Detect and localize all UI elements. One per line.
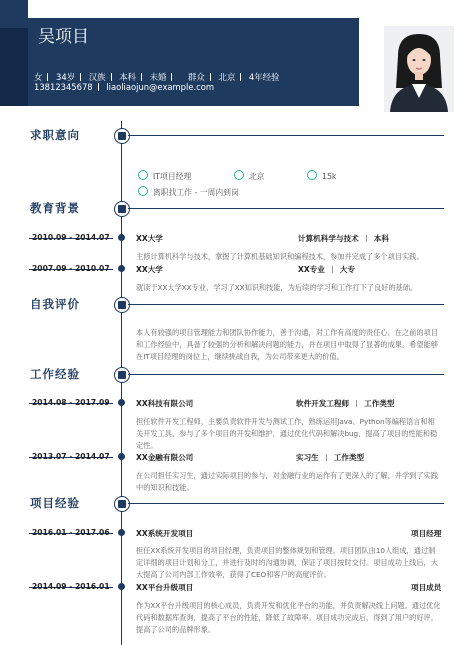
- self-eval-text: 本人有较强的项目管理能力和团队协作能力，善于沟通，对工作有高度的责任心。在之前的项目和工作经验中，具备了较强的分析和解决问题的能力，并在项目中取得了显著的成果。希望能够在IT项目经理的岗位上，继续挑战自我，为公司带来更大的价值。: [136, 328, 438, 361]
- education-level: 本科: [119, 72, 136, 82]
- section-title-education: 教育背景: [30, 201, 80, 215]
- location-icon: [234, 170, 244, 180]
- project-role: 项目成员: [411, 583, 442, 592]
- work-description: 担任软件开发工程师，主要负责软件开发与测试工作，熟练运用Java、Python等编程语言和相关开发工具，参与了多个项目的开发和维护，通过优化代码和解决bug，提高了项目的性能和稳定性。: [136, 417, 438, 450]
- edu-major-degree: XX专业 大专: [298, 265, 356, 274]
- header-fold-top: [0, 0, 28, 28]
- briefcase-icon: [114, 367, 130, 383]
- project-name: XX系统开发项目: [136, 529, 194, 538]
- edu-description: 主修计算机科学与技术，掌握了计算机基础知识和编程技术，参加并完成了多个项目实践。: [136, 252, 424, 261]
- experience-years: 4年经验: [248, 72, 280, 82]
- work-company: XX科技有限公司: [136, 399, 194, 408]
- ethnicity: 汉族: [88, 72, 106, 82]
- folder-icon: [114, 496, 130, 512]
- section-divider: [128, 503, 444, 504]
- intent-salary: 15k: [307, 170, 336, 181]
- work-date: 2014.08 - 2017.09: [32, 398, 110, 407]
- phone: 13812345678: [34, 82, 93, 92]
- edu-major-degree: 计算机科学与技术 本科: [298, 234, 389, 243]
- money-icon: [307, 170, 317, 180]
- email: liaoliaojun@example.com: [106, 82, 215, 92]
- city: 北京: [218, 72, 236, 82]
- edu-date: 2007.09 - 2010.07: [32, 264, 110, 273]
- section-title-job-intent: 求职意向: [30, 128, 80, 142]
- gender: 女: [34, 72, 43, 82]
- timeline-dot: [118, 453, 125, 460]
- timeline-dot: [118, 234, 125, 241]
- work-role-type: 软件开发工程师 工作类型: [296, 399, 395, 408]
- project-role: 项目经理: [411, 529, 442, 538]
- section-title-work: 工作经验: [30, 367, 80, 381]
- section-divider: [128, 135, 444, 136]
- edu-date: 2010.09 - 2014.07: [32, 233, 110, 242]
- work-company: XX金融有限公司: [136, 453, 194, 462]
- section-title-self-eval: 自我评价: [30, 297, 80, 311]
- profile-photo: [384, 26, 454, 112]
- clock-icon: [138, 186, 148, 196]
- header-fold-side: [0, 28, 28, 106]
- person-icon: [138, 170, 148, 180]
- intent-status: 离职找工作 - 一周内到岗: [138, 186, 239, 198]
- edu-description: 就读于XX大学XX专业，学习了XX知识和技能，为后续的学习和工作打下了良好的基础。: [136, 283, 418, 292]
- timeline-dot: [118, 399, 125, 406]
- project-date: 2014.09 - 2016.01: [32, 582, 110, 591]
- work-date: 2013.07 - 2014.07: [32, 452, 110, 461]
- edu-school: XX大学: [136, 234, 163, 243]
- intent-city: 北京: [234, 170, 265, 182]
- section-divider: [128, 304, 444, 305]
- intent-position: IT项目经理: [138, 170, 191, 182]
- section-divider: [128, 374, 444, 375]
- edu-school: XX大学: [136, 265, 163, 274]
- timeline-dot: [118, 583, 125, 590]
- timeline-dot: [118, 529, 125, 536]
- timeline-dot: [118, 265, 125, 272]
- candidate-name: 吴项目: [38, 27, 89, 47]
- section-divider: [128, 208, 444, 209]
- briefcase-icon: [114, 128, 130, 144]
- work-description: 在公司担任实习生，通过实际项目的参与，对金融行业的运作有了更深入的了解，并学到了实践中的知识和技能。: [136, 471, 438, 492]
- political-status: 群众: [188, 72, 205, 82]
- project-name: XX平台升级项目: [136, 583, 194, 592]
- work-role-type: 实习生 工作类型: [296, 453, 365, 462]
- project-description: 作为XX平台升级项目的核心成员，负责开发和优化平台的功能，并负责解决线上问题。通过优化代码和数据库查询，提高了平台的性能，降低了故障率。项目成功完成后，得到了用户的好评，提高了公司的品牌形象。: [136, 601, 441, 634]
- project-description: 担任XX系统开发项目的项目经理，负责项目的整体规划和管理。项目团队由10人组成，通过制定详细的项目计划和分工，并进行及时的沟通协调，保证了项目按时交付。项目成功上线后，大大提高了公司内部工作效率，获得了CEO和客户的高度评价。: [136, 546, 438, 579]
- graduation-cap-icon: [114, 201, 130, 217]
- user-icon: [114, 297, 130, 313]
- contact-row: [34, 82, 214, 92]
- marital-status: 未婚: [149, 72, 167, 82]
- timeline-line: [121, 121, 122, 645]
- age: 34岁: [56, 72, 76, 82]
- project-date: 2016.01 - 2017.06: [32, 528, 110, 537]
- section-title-projects: 项目经验: [30, 496, 80, 510]
